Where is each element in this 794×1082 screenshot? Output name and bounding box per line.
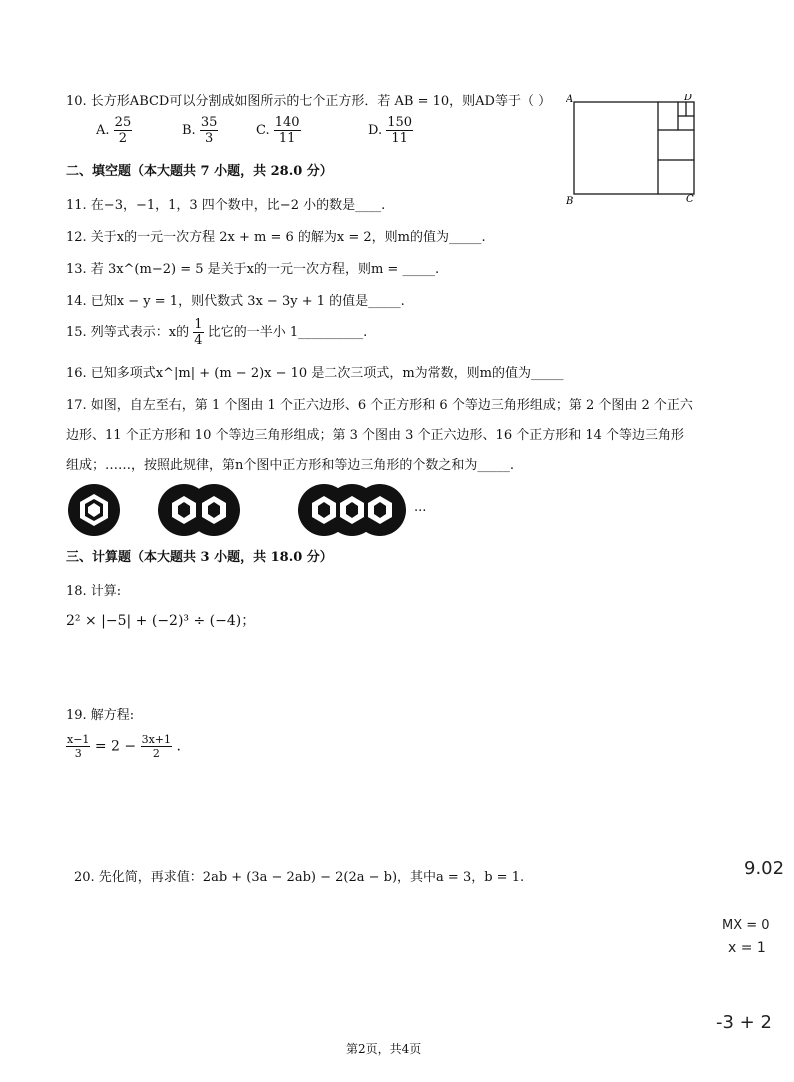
q15-prefix: 15. 列等式表示：x的	[66, 325, 190, 340]
section-heading-fill-blank: 二、填空题（本大题共 7 小题，共 28.0 分）	[66, 164, 333, 179]
option-letter: A.	[96, 123, 110, 138]
q18-expression: 2² × |−5| + (−2)³ ÷ (−4)；	[66, 613, 256, 629]
square-4	[658, 130, 694, 160]
q17-line1: 17. 如图，自左至右，第 1 个图由 1 个正六边形、6 个正方形和 6 个等边三角形组成；第 2 个图由 2 个正六	[66, 398, 693, 413]
q19-middle: = 2 −	[94, 738, 137, 755]
q11-text: 11. 在−3，−1，1，3 四个数中，比−2 小的数是____.	[66, 198, 386, 213]
q13-text: 13. 若 3x^(m−2) = 5 是关于x的一元一次方程，则m = _____.	[66, 262, 440, 277]
q10-option-b[interactable]	[182, 116, 218, 145]
big-square	[574, 102, 658, 194]
option-letter: B.	[182, 123, 196, 138]
q15-text	[66, 318, 367, 347]
q20-text: 20. 先化简，再求值：2ab + (3a − 2ab) − 2(2a − b)，其中a = 3，b = 1.	[74, 870, 525, 885]
q10-option-d[interactable]	[368, 116, 413, 145]
q10-option-c[interactable]	[256, 116, 301, 145]
section-heading-calculation: 三、计算题（本大题共 3 小题，共 18.0 分）	[66, 550, 333, 565]
label-c: C	[686, 194, 694, 204]
pattern-figure-1	[62, 482, 126, 538]
handwriting-note-2: MX = 0	[722, 918, 770, 933]
square-1	[686, 102, 694, 116]
handwriting-note-3: x = 1	[728, 940, 766, 956]
q16-text: 16. 已知多项式x^|m| + (m − 2)x − 10 是二次三项式，m为常数，则m的值为_____	[66, 366, 564, 381]
pattern-figure-2	[156, 482, 242, 538]
q10-text: 10. 长方形ABCD可以分割成如图所示的七个正方形．若 AB = 10，则AD等于（ ）	[66, 94, 552, 109]
q15-fraction: $\frac{1}{4}$	[194, 317, 203, 348]
q19-end: .	[176, 738, 181, 755]
option-fraction: $\frac{150}{11}$	[387, 115, 413, 146]
q15-suffix: 比它的一半小 1__________.	[207, 325, 368, 340]
q19-equation	[66, 734, 181, 759]
option-letter: D.	[368, 123, 383, 138]
pattern-ellipsis: ...	[414, 500, 427, 515]
pattern-figure-3	[296, 482, 408, 538]
square-3	[658, 102, 678, 130]
q17-line3: 组成；……，按照此规律，第n个图中正方形和等边三角形的个数之和为_____.	[66, 458, 515, 473]
square-6	[678, 116, 694, 130]
q17-line2: 边形、11 个正方形和 10 个等边三角形组成；第 3 个图由 3 个正六边形、16 个正方形和 14 个等边三角形	[66, 428, 685, 443]
square-2	[678, 102, 686, 116]
handwriting-note-1: 9.02	[744, 858, 785, 879]
q12-text: 12. 关于x的一元一次方程 2x + m = 6 的解为x = 2，则m的值为_____.	[66, 230, 486, 245]
label-d: D	[684, 94, 693, 103]
square-5	[658, 160, 694, 194]
rectangle-abcd	[574, 102, 694, 194]
option-fraction: $\frac{140}{11}$	[274, 115, 300, 146]
q19-fraction-left: $\frac{x-1}{3}$	[67, 733, 90, 760]
option-fraction: $\frac{35}{3}$	[200, 115, 218, 146]
label-b: B	[566, 196, 574, 204]
option-fraction: $\frac{25}{2}$	[114, 115, 132, 146]
q10-option-a[interactable]	[96, 116, 132, 145]
rectangle-squares-figure	[566, 94, 706, 204]
q19-fraction-right: $\frac{3x+1}{2}$	[141, 733, 172, 760]
option-letter: C.	[256, 123, 270, 138]
handwriting-note-4: -3 + 2	[716, 1012, 772, 1033]
q19-label: 19. 解方程:	[66, 708, 135, 723]
page-footer: 第2页，共4页	[346, 1042, 422, 1056]
label-a: A	[566, 94, 574, 105]
q14-text: 14. 已知x − y = 1，则代数式 3x − 3y + 1 的值是_____.	[66, 294, 405, 309]
q18-label: 18. 计算:	[66, 584, 122, 599]
